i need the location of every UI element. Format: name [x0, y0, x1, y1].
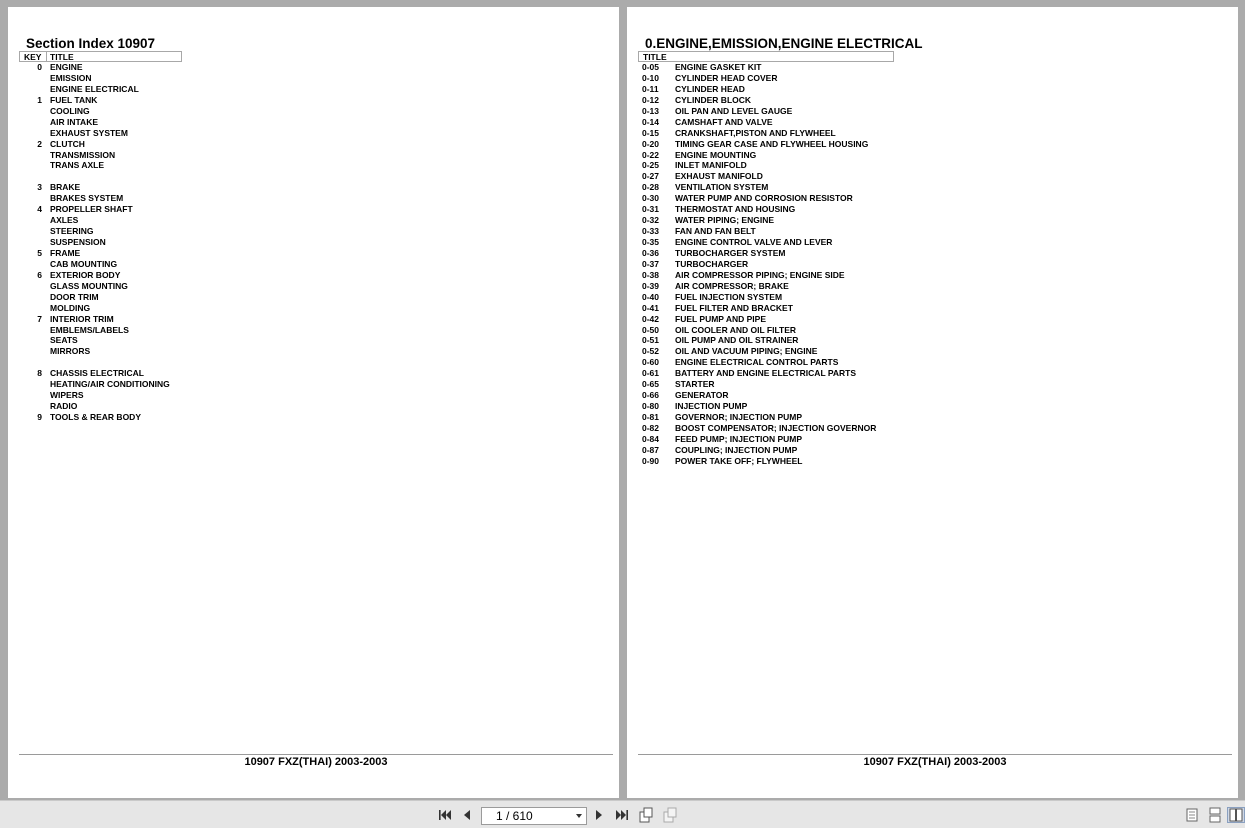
list-item[interactable]	[627, 456, 1238, 467]
row-title: CYLINDER BLOCK	[675, 94, 752, 105]
list-item[interactable]	[627, 423, 1238, 434]
list-item[interactable]	[8, 412, 619, 423]
list-item[interactable]	[8, 368, 619, 379]
row-key: 0-84	[642, 433, 660, 444]
continuous-view-icon[interactable]	[1206, 807, 1224, 823]
list-item[interactable]	[627, 139, 1238, 150]
row-key: 0-15	[642, 127, 660, 138]
row-title: WATER PUMP AND CORROSION RESISTOR	[675, 193, 853, 204]
row-key: 0-27	[642, 171, 660, 182]
row-title: STARTER	[675, 379, 715, 390]
section-index-list	[8, 62, 619, 423]
row-title: FUEL PUMP AND PIPE	[675, 313, 766, 324]
row-title: MIRRORS	[50, 346, 91, 357]
row-title: ENGINE ELECTRICAL CONTROL PARTS	[675, 357, 839, 368]
row-title: ENGINE MOUNTING	[675, 149, 757, 160]
row-key: 6	[37, 269, 42, 280]
row-title: ENGINE CONTROL VALVE AND LEVER	[675, 237, 833, 247]
single-page-view-icon[interactable]	[1183, 807, 1201, 823]
row-key: 0-38	[642, 269, 660, 280]
row-title: OIL PAN AND LEVEL GAUGE	[675, 105, 793, 116]
row-title: INTERIOR TRIM	[50, 313, 114, 324]
key-column-header: KEY	[24, 52, 42, 62]
row-key: 0-11	[642, 83, 659, 94]
list-item[interactable]	[8, 128, 619, 139]
row-title: BRAKE	[50, 182, 81, 193]
row-title: PROPELLER SHAFT	[50, 204, 133, 215]
first-page-icon[interactable]	[436, 807, 454, 823]
row-key: 4	[37, 204, 42, 215]
row-title: ENGINE	[50, 62, 83, 72]
row-key: 0-80	[642, 401, 660, 412]
row-title: TIMING GEAR CASE AND FLYWHEEL HOUSING	[675, 138, 869, 149]
list-item[interactable]	[627, 95, 1238, 106]
list-item[interactable]	[627, 160, 1238, 171]
row-key: 8	[37, 368, 42, 379]
row-key: 0-42	[642, 313, 660, 324]
row-title: FAN AND FAN BELT	[675, 226, 756, 237]
row-title: CYLINDER HEAD COVER	[675, 72, 778, 83]
list-item[interactable]	[8, 204, 619, 215]
row-key: 2	[37, 138, 42, 149]
row-title: ENGINE GASKET KIT	[675, 62, 762, 72]
header-divider	[46, 52, 47, 61]
list-item[interactable]	[627, 379, 1238, 390]
row-title: INLET MANIFOLD	[675, 160, 747, 171]
list-item[interactable]	[8, 379, 619, 390]
two-page-view-icon[interactable]	[1227, 807, 1245, 823]
list-item[interactable]	[627, 346, 1238, 357]
list-item[interactable]	[627, 204, 1238, 215]
list-item[interactable]	[8, 346, 619, 357]
row-title: SEATS	[50, 335, 78, 346]
row-key: 0-05	[642, 62, 660, 72]
list-item[interactable]	[8, 215, 619, 226]
list-item[interactable]	[627, 401, 1238, 412]
list-item[interactable]	[627, 226, 1238, 237]
row-title: BATTERY AND ENGINE ELECTRICAL PARTS	[675, 368, 857, 379]
row-title: MOLDING	[50, 302, 91, 313]
row-title: TOOLS & REAR BODY	[50, 412, 141, 422]
list-item[interactable]	[627, 84, 1238, 95]
section-index-title: Section Index 10907	[26, 36, 156, 51]
row-key: 0-82	[642, 422, 660, 433]
row-title: RADIO	[50, 401, 78, 412]
row-title: THERMOSTAT AND HOUSING	[675, 204, 796, 215]
page-footer: 10907 FXZ(THAI) 2003-2003	[244, 756, 388, 768]
row-title: OIL COOLER AND OIL FILTER	[675, 324, 797, 335]
viewer-toolbar	[0, 800, 1245, 828]
list-item[interactable]	[8, 95, 619, 106]
list-item[interactable]	[627, 445, 1238, 456]
row-title: DOOR TRIM	[50, 291, 99, 302]
row-title: ENGINE ELECTRICAL	[50, 83, 139, 94]
page-footer: 10907 FXZ(THAI) 2003-2003	[863, 756, 1007, 768]
footer-divider	[638, 754, 1232, 755]
list-item[interactable]	[627, 368, 1238, 379]
row-key: 0-28	[642, 182, 660, 193]
row-key: 0-20	[642, 138, 660, 149]
row-title: WATER PIPING; ENGINE	[675, 215, 775, 226]
row-title: TURBOCHARGER SYSTEM	[675, 247, 786, 258]
list-item[interactable]	[8, 314, 619, 325]
list-item[interactable]	[8, 270, 619, 281]
row-key: 0-25	[642, 160, 660, 171]
row-key: 0-90	[642, 455, 660, 466]
chevron-down-icon	[576, 814, 582, 818]
row-title: GENERATOR	[675, 390, 729, 401]
document-page-right	[627, 7, 1238, 798]
list-item[interactable]	[627, 412, 1238, 423]
previous-page-icon[interactable]	[458, 807, 476, 823]
list-item[interactable]	[627, 325, 1238, 336]
footer-divider	[19, 754, 613, 755]
row-key: 0-51	[642, 335, 660, 346]
row-key: 5	[37, 247, 42, 258]
rotate-icon[interactable]	[637, 807, 655, 823]
row-title: EXTERIOR BODY	[50, 269, 121, 280]
list-item[interactable]	[8, 171, 619, 182]
list-item[interactable]	[627, 237, 1238, 248]
list-item[interactable]	[627, 270, 1238, 281]
row-key: 0-33	[642, 226, 660, 237]
list-item[interactable]	[8, 237, 619, 248]
list-item[interactable]	[627, 128, 1238, 139]
row-title: BOOST COMPENSATOR; INJECTION GOVERNOR	[675, 422, 877, 433]
row-title: FEED PUMP; INJECTION PUMP	[675, 433, 803, 444]
list-item[interactable]	[627, 182, 1238, 193]
list-item[interactable]	[627, 259, 1238, 270]
list-item[interactable]	[627, 248, 1238, 259]
list-item[interactable]	[8, 84, 619, 95]
list-item[interactable]	[627, 281, 1238, 292]
list-item[interactable]	[627, 150, 1238, 161]
list-item[interactable]	[8, 117, 619, 128]
list-item[interactable]	[627, 117, 1238, 128]
row-key: 0-36	[642, 247, 660, 258]
row-title: FUEL FILTER AND BRACKET	[675, 302, 793, 313]
row-key: 0-13	[642, 105, 660, 116]
list-item[interactable]	[627, 314, 1238, 325]
list-item[interactable]	[627, 171, 1238, 182]
row-title: INJECTION PUMP	[675, 401, 748, 412]
list-item[interactable]	[8, 73, 619, 84]
row-key: 0-37	[642, 258, 660, 269]
index-table-header	[19, 51, 182, 62]
row-title: CRANKSHAFT,PISTON AND FLYWHEEL	[675, 127, 836, 138]
row-key: 0	[37, 62, 42, 72]
list-item[interactable]	[627, 193, 1238, 204]
list-item[interactable]	[8, 106, 619, 117]
list-item[interactable]	[8, 62, 619, 73]
list-item[interactable]	[8, 182, 619, 193]
row-key: 0-81	[642, 412, 660, 422]
row-key: 1	[37, 94, 42, 105]
list-item[interactable]	[8, 281, 619, 292]
row-key: 0-35	[642, 237, 660, 247]
list-item[interactable]	[8, 303, 619, 314]
group-title: 0.ENGINE,EMISSION,ENGINE ELECTRICAL	[645, 36, 923, 51]
row-key: 0-12	[642, 94, 660, 105]
row-title: COOLING	[50, 105, 90, 116]
list-item[interactable]	[8, 292, 619, 303]
row-title: HEATING/AIR CONDITIONING	[50, 379, 170, 390]
list-item[interactable]	[8, 193, 619, 204]
list-item[interactable]	[627, 106, 1238, 117]
row-key: 3	[37, 182, 42, 193]
list-item[interactable]	[8, 325, 619, 336]
row-title: CHASSIS ELECTRICAL	[50, 368, 144, 379]
row-title: AIR COMPRESSOR; BRAKE	[675, 280, 789, 291]
row-key: 0-14	[642, 116, 660, 127]
next-page-icon[interactable]	[590, 807, 608, 823]
list-item[interactable]	[8, 248, 619, 259]
list-item[interactable]	[8, 150, 619, 161]
row-title: TURBOCHARGER	[675, 258, 749, 269]
row-key: 0-65	[642, 379, 660, 390]
list-item[interactable]	[627, 62, 1238, 73]
fit-icon[interactable]	[661, 807, 679, 823]
row-key: 0-60	[642, 357, 660, 368]
group-index-list	[627, 62, 1238, 467]
row-title: TRANS AXLE	[50, 160, 104, 171]
list-item[interactable]	[627, 73, 1238, 84]
document-page-left	[8, 7, 619, 798]
list-item[interactable]	[8, 401, 619, 412]
row-key: 0-10	[642, 72, 660, 83]
list-item[interactable]	[627, 335, 1238, 346]
row-title: WIPERS	[50, 390, 84, 401]
row-title: BRAKES SYSTEM	[50, 193, 124, 204]
row-title: CLUTCH	[50, 138, 85, 149]
row-key: 0-41	[642, 302, 660, 313]
row-key: 7	[37, 313, 42, 324]
row-title: TRANSMISSION	[50, 149, 116, 160]
title-column-header: TITLE	[50, 52, 74, 62]
title-column-header: TITLE	[643, 52, 667, 62]
row-title: SUSPENSION	[50, 237, 106, 247]
row-key: 9	[37, 412, 42, 422]
list-item[interactable]	[627, 292, 1238, 303]
row-title: FRAME	[50, 247, 81, 258]
row-title: AIR COMPRESSOR PIPING; ENGINE SIDE	[675, 269, 845, 280]
list-item[interactable]	[627, 390, 1238, 401]
row-title: POWER TAKE OFF; FLYWHEEL	[675, 455, 803, 466]
row-title: EXHAUST SYSTEM	[50, 127, 128, 138]
row-title: CAB MOUNTING	[50, 258, 118, 269]
list-item[interactable]	[627, 303, 1238, 314]
list-item[interactable]	[8, 259, 619, 270]
page-indicator: 1 / 610	[496, 809, 533, 823]
row-key: 0-39	[642, 280, 660, 291]
row-key: 0-66	[642, 390, 660, 401]
row-key: 0-22	[642, 149, 660, 160]
row-title: COUPLING; INJECTION PUMP	[675, 444, 798, 455]
row-key: 0-31	[642, 204, 660, 215]
row-title: OIL AND VACUUM PIPING; ENGINE	[675, 346, 818, 357]
row-key: 0-40	[642, 291, 660, 302]
row-key: 0-61	[642, 368, 660, 379]
row-title: GOVERNOR; INJECTION PUMP	[675, 412, 803, 422]
list-item[interactable]	[8, 357, 619, 368]
row-title: EXHAUST MANIFOLD	[675, 171, 763, 182]
row-title: CAMSHAFT AND VALVE	[675, 116, 773, 127]
group-table-header	[638, 51, 894, 62]
page-number-select[interactable]	[481, 807, 587, 825]
list-item[interactable]	[8, 390, 619, 401]
row-title: FUEL TANK	[50, 94, 98, 105]
row-key: 0-87	[642, 444, 660, 455]
row-title: GLASS MOUNTING	[50, 280, 128, 291]
row-title: FUEL INJECTION SYSTEM	[675, 291, 783, 302]
row-title: STEERING	[50, 226, 94, 237]
row-key: 0-32	[642, 215, 660, 226]
list-item[interactable]	[627, 434, 1238, 445]
list-item[interactable]	[8, 160, 619, 171]
list-item[interactable]	[8, 335, 619, 346]
row-key: 0-30	[642, 193, 660, 204]
last-page-icon[interactable]	[613, 807, 631, 823]
list-item[interactable]	[8, 139, 619, 150]
row-title: EMBLEMS/LABELS	[50, 324, 129, 335]
row-title: EMISSION	[50, 72, 92, 83]
row-title: CYLINDER HEAD	[675, 83, 745, 94]
row-title: OIL PUMP AND OIL STRAINER	[675, 335, 799, 346]
row-title: AIR INTAKE	[50, 116, 99, 127]
list-item[interactable]	[627, 215, 1238, 226]
row-title: AXLES	[50, 215, 79, 226]
row-title: VENTILATION SYSTEM	[675, 182, 769, 193]
row-key: 0-50	[642, 324, 660, 335]
row-key: 0-52	[642, 346, 660, 357]
list-item[interactable]	[8, 226, 619, 237]
list-item[interactable]	[627, 357, 1238, 368]
